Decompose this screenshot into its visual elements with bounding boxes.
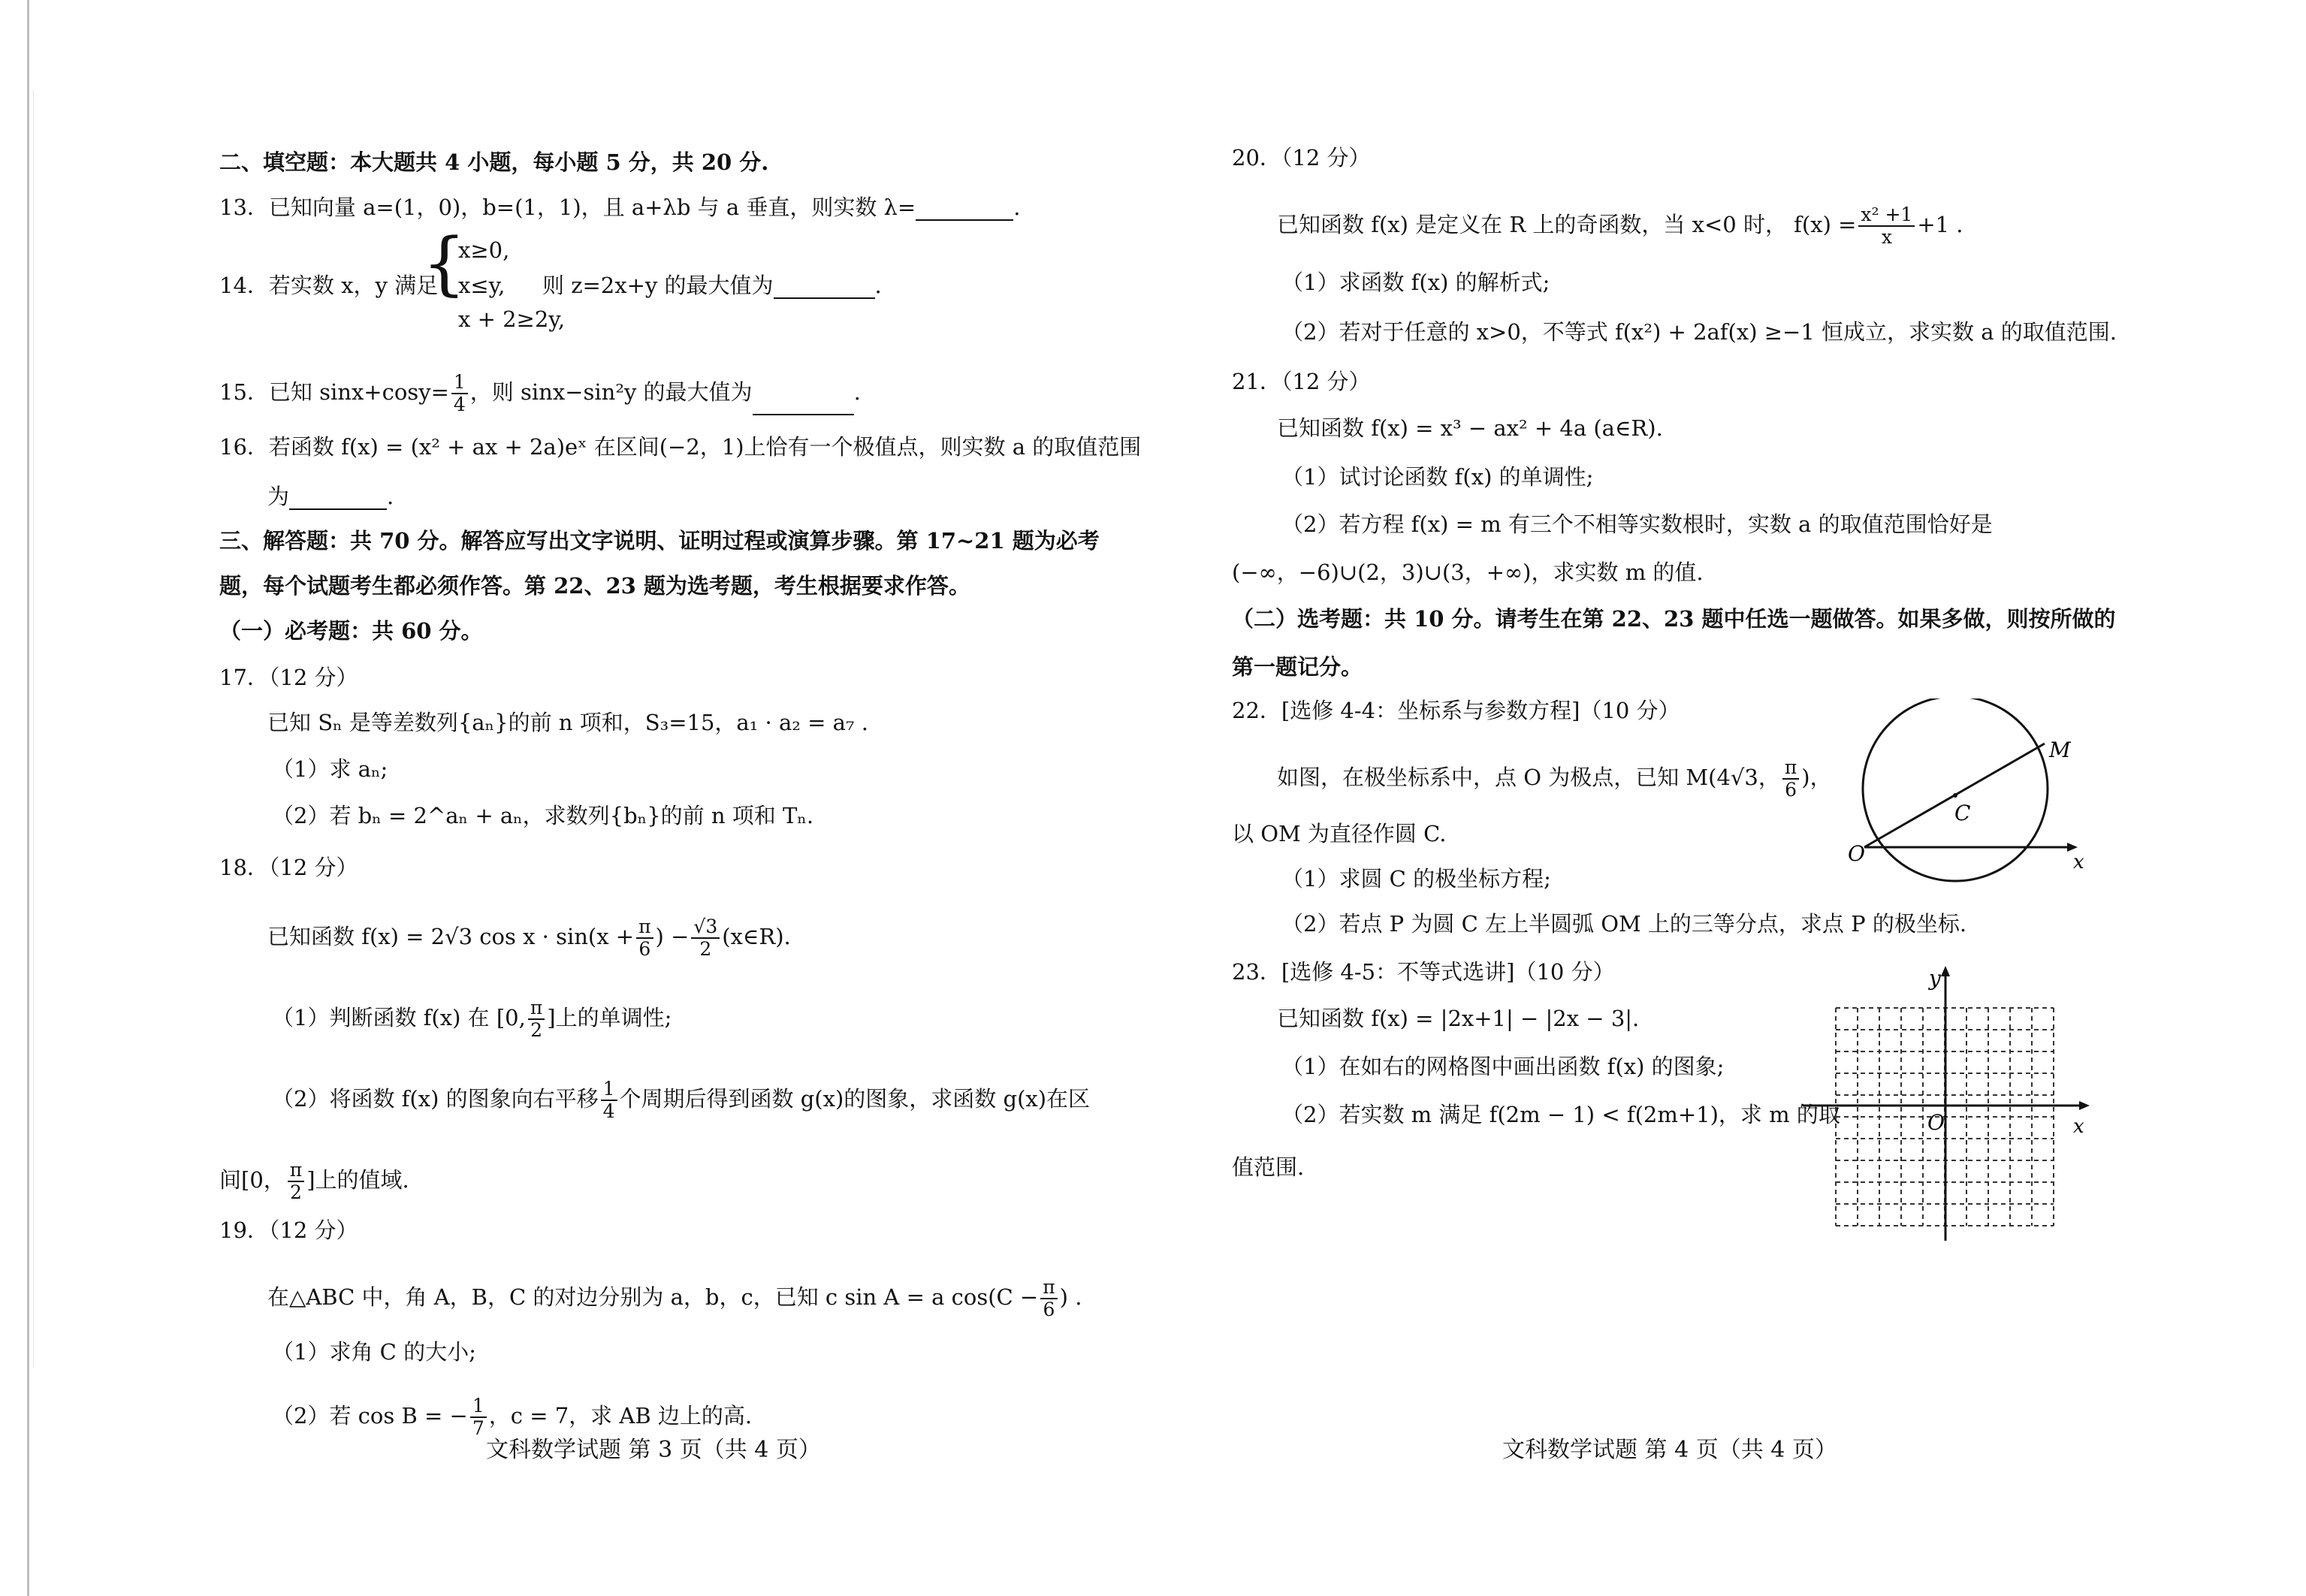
q22-body-cont: 以 OM 为直径作圆 C.	[1232, 821, 1447, 846]
answer-blank	[774, 276, 875, 299]
q14-case-2: x≤y,	[458, 273, 506, 298]
q18-heading: 18．（12 分）	[219, 855, 358, 880]
fraction: $\frac{\pi}{2}$	[288, 1160, 304, 1203]
elective-heading-cont: 第一题记分。	[1232, 654, 1363, 680]
answer-blank	[753, 393, 854, 415]
scan-edge	[27, 0, 29, 1596]
fraction: $\frac{\pi}{6}$	[1040, 1277, 1057, 1320]
q21-heading: 21．（12 分）	[1232, 369, 1371, 394]
fraction: $\frac{1}{7}$	[470, 1395, 487, 1439]
q20-part1: （1）求函数 f(x) 的解析式;	[1281, 270, 1550, 295]
page-footer: 文科数学试题 第 4 页（共 4 页）	[1502, 1437, 1837, 1463]
q18-body: 已知函数 f(x) = 2√3 cos x · sin(x + $\frac{\pi}{6}$ ) − $\frac{√3}{2}$ (x∈R).	[267, 916, 791, 960]
polar-circle-figure	[1848, 698, 2096, 894]
q22-body: 如图，在极坐标系中，点 O 为极点，已知 M(4√3， $\frac{\pi}{6}$ )，	[1277, 756, 1832, 801]
page-footer: 文科数学试题 第 3 页（共 4 页）	[486, 1437, 821, 1463]
label-o: O	[1848, 841, 1865, 866]
fraction: $\frac{√3}{2}$	[691, 916, 720, 960]
q23-part1: （1）在如右的网格图中画出函数 f(x) 的图象;	[1281, 1054, 1725, 1079]
q14-end: 则 z=2x+y 的最大值为 .	[542, 273, 882, 298]
y-axis-arrow	[1941, 966, 1950, 976]
required-heading: （一）必考题：共 60 分。	[219, 618, 483, 644]
q18-part2-cont: 间[0， $\frac{\pi}{2}$ ]上的值域.	[219, 1159, 409, 1203]
q22-heading: 22．[选修 4-4：坐标系与参数方程]（10 分）	[1232, 698, 1680, 723]
label-x: x	[2073, 851, 2084, 873]
q19-body: 在△ABC 中，角 A，B，C 的对边分别为 a，b，c，已知 c sin A = a cos(C − $\frac{\pi}{6}$ ) .	[267, 1276, 1082, 1320]
label-origin: O	[1927, 1110, 1945, 1135]
label-x: x	[2073, 1115, 2084, 1138]
q19-part1: （1）求角 C 的大小;	[272, 1339, 476, 1365]
fraction: $\frac{1}{4}$	[451, 372, 468, 415]
q21-body: 已知函数 f(x) = x³ − ax² + 4a (a∈R).	[1277, 415, 1663, 441]
answer-blank	[916, 198, 1013, 221]
q18-part2: （2）将函数 f(x) 的图象向右平移 $\frac{1}{4}$ 个周期后得到函数 g(x)的图象，求函数 g(x)在区	[272, 1078, 1091, 1122]
q22-part2: （2）若点 P 为圆 C 左上半圆弧 OM 上的三等分点，求点 P 的极坐标.	[1281, 911, 1967, 937]
q21-part1: （1）试讨论函数 f(x) 的单调性;	[1281, 464, 1594, 490]
x-axis-arrow	[2079, 1101, 2090, 1110]
q23-heading: 23．[选修 4-5：不等式选讲]（10 分）	[1232, 959, 1615, 985]
fraction: $\frac{1}{4}$	[601, 1079, 617, 1122]
q17-part2: （2）若 bₙ = 2^aₙ + aₙ，求数列{bₙ}的前 n 项和 Tₙ.	[272, 803, 814, 828]
q21-part2-cont: (−∞，−6)∪(2，3)∪(3，+∞)，求实数 m 的值.	[1232, 560, 1704, 585]
q17-part1: （1）求 aₙ;	[272, 756, 388, 782]
fraction: $\frac{\pi}{2}$	[528, 997, 545, 1041]
q19-heading: 19．（12 分）	[219, 1217, 358, 1243]
case-brace: {	[422, 223, 466, 303]
section3-heading: 三、解答题：共 70 分。解答应写出文字说明、证明过程或演算步骤。第 17~21 题为必考	[219, 528, 1100, 554]
fraction: $\frac{\pi}{6}$	[1782, 757, 1799, 801]
question-14: 14．若实数 x，y 满足	[219, 273, 439, 298]
q14-case-1: x≥0,	[458, 237, 510, 263]
scan-edge-shadow	[33, 90, 34, 1367]
center-point	[1953, 793, 1957, 798]
label-c: C	[1954, 801, 1971, 825]
question-15: 15．已知 sinx+cosy= $\frac{1}{4}$ ，则 sinx−sin²y 的最大值为 .	[219, 371, 861, 415]
label-m: M	[2049, 738, 2071, 762]
q20-body: 已知函数 f(x) 是定义在 R 上的奇函数，当 x<0 时， f(x) = $\frac{\text{x² +1}}{x}$ +1 .	[1277, 204, 1963, 248]
q20-part2: （2）若对于任意的 x>0，不等式 f(x²) + 2af(x) ≥−1 恒成立，求实数 a 的取值范围.	[1281, 319, 2117, 345]
fraction: $\frac{\pi}{6}$	[636, 916, 653, 960]
fraction: $\frac{\text{x² +1}}{x}$	[1858, 204, 1915, 248]
q23-body: 已知函数 f(x) = |2x+1| − |2x − 3|.	[1277, 1006, 1640, 1031]
q18-part1: （1）判断函数 f(x) 在 [0, $\frac{\pi}{2}$ ]上的单调性;	[272, 997, 672, 1041]
question-16: 16．若函数 f(x) = (x² + ax + 2a)eˣ 在区间(−2，1)上恰有一个极值点，则实数 a 的取值范围	[219, 434, 1142, 460]
q17-body: 已知 Sₙ 是等差数列{aₙ}的前 n 项和，S₃=15，a₁ · a₂ = a₇ .	[267, 710, 868, 735]
q21-part2: （2）若方程 f(x) = m 有三个不相等实数根时，实数 a 的取值范围恰好是	[1281, 511, 1993, 537]
question-16-line2: 为 .	[267, 484, 394, 509]
q22-part1: （1）求圆 C 的极坐标方程;	[1281, 866, 1551, 892]
section2-heading: 二、填空题：本大题共 4 小题，每小题 5 分，共 20 分.	[219, 149, 769, 175]
q20-heading: 20．（12 分）	[1232, 145, 1371, 170]
coordinate-grid-figure	[1803, 963, 2103, 1245]
circle-c	[1863, 698, 2048, 881]
elective-heading: （二）选考题：共 10 分。请考生在第 22、23 题中任选一题做答。如果多做，则按所做的	[1232, 606, 2116, 632]
q14-case-3: x + 2≥2y,	[458, 306, 566, 332]
q23-part2-cont: 值范围.	[1232, 1154, 1305, 1180]
label-y: y	[1929, 966, 1941, 991]
q19-part2: （2）若 cos B = − $\frac{1}{7}$ ，c = 7，求 AB 边上的高.	[272, 1395, 753, 1439]
question-13: 13．已知向量 a=(1，0)，b=(1，1)，且 a+λb 与 a 垂直，则实数 λ= .	[219, 195, 1021, 220]
q17-heading: 17．（12 分）	[219, 665, 358, 690]
q23-part2: （2）若实数 m 满足 f(2m − 1) < f(2m+1)，求 m 的取	[1281, 1102, 1840, 1127]
answer-blank	[289, 487, 387, 510]
section3-heading-cont: 题，每个试题考生都必须作答。第 22、23 题为选考题，考生根据要求作答。	[219, 573, 970, 599]
